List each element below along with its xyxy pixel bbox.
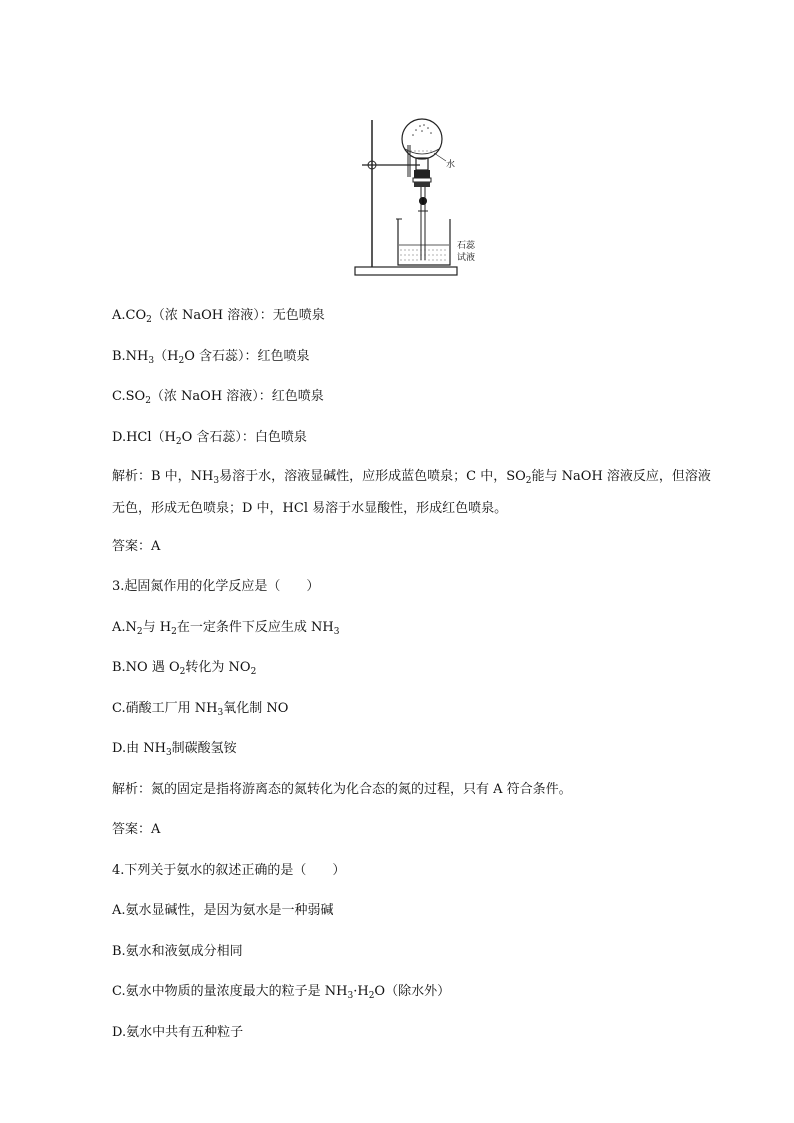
figure-label-water: 水 [446, 160, 456, 170]
q2-option-b: $B.NH_3(H_2O$ 含石蕊）：红色喷泉 [112, 349, 310, 366]
q3-analysis: 解析：氮的固定是指将游离态的氮转化为化合态的氮的过程，只有 A 符合条件。 [112, 782, 572, 797]
q3-option-c: C.硝酸工厂用 $NH_3$氧化制 NO [112, 701, 289, 718]
q4-stem: 4.下列关于氨水的叙述正确的是（ ） [112, 863, 346, 878]
q3-option-b: B.NO 遇 $O_2$转化为 $NO_2$ [112, 660, 257, 677]
q3-option-d: D.由 $NH_3$制碳酸氢铵 [112, 741, 237, 758]
beaker [398, 219, 450, 265]
fountain-spray [412, 124, 432, 136]
q4-option-b: B.氨水和液氨成分相同 [112, 944, 243, 959]
litmus-solution [400, 250, 448, 260]
q3-stem: 3.起固氮作用的化学反应是（ ） [112, 579, 320, 594]
fountain-apparatus-figure [350, 115, 490, 280]
figure-label-litmus-1: 石蕊 [457, 241, 476, 251]
q4-option-d: D.氨水中共有五种粒子 [112, 1025, 244, 1040]
q4-option-a: A.氨水显碱性，是因为氨水是一种弱碱 [112, 903, 334, 918]
pinch-clamp [419, 197, 427, 205]
stand-base [355, 267, 457, 275]
q2-analysis: 解析：B 中，$NH_3$易溶于水，溶液显碱性，应形成蓝色喷泉；C 中，$SO_2$能与 NaOH 溶液反应，但溶液无色，形成无色喷泉；D 中，HCl 易溶于水显酸性，形成红色喷泉。 [112, 469, 711, 516]
q2-answer: 答案：A [112, 539, 161, 554]
figure-label-litmus-2: 试液 [457, 253, 476, 263]
flask-neck [416, 158, 428, 170]
q2-option-c: $C.SO_2$（浓 NaOH 溶液）：红色喷泉 [112, 389, 324, 406]
q3-answer: 答案：A [112, 822, 161, 837]
q2-option-d: $D.HCl(H_2O$ 含石蕊）：白色喷泉 [112, 430, 307, 447]
q2-option-a: $A.CO_2$（浓 NaOH 溶液）：无色喷泉 [112, 308, 325, 325]
q4-option-c: C.氨水中物质的量浓度最大的粒子是 $NH_3\cdot H_2O$（除水外） [112, 984, 451, 1001]
q3-option-a: $A.N_2$与 $H_2$在一定条件下反应生成 $NH_3$ [112, 620, 340, 637]
rubber-stopper [414, 170, 430, 178]
